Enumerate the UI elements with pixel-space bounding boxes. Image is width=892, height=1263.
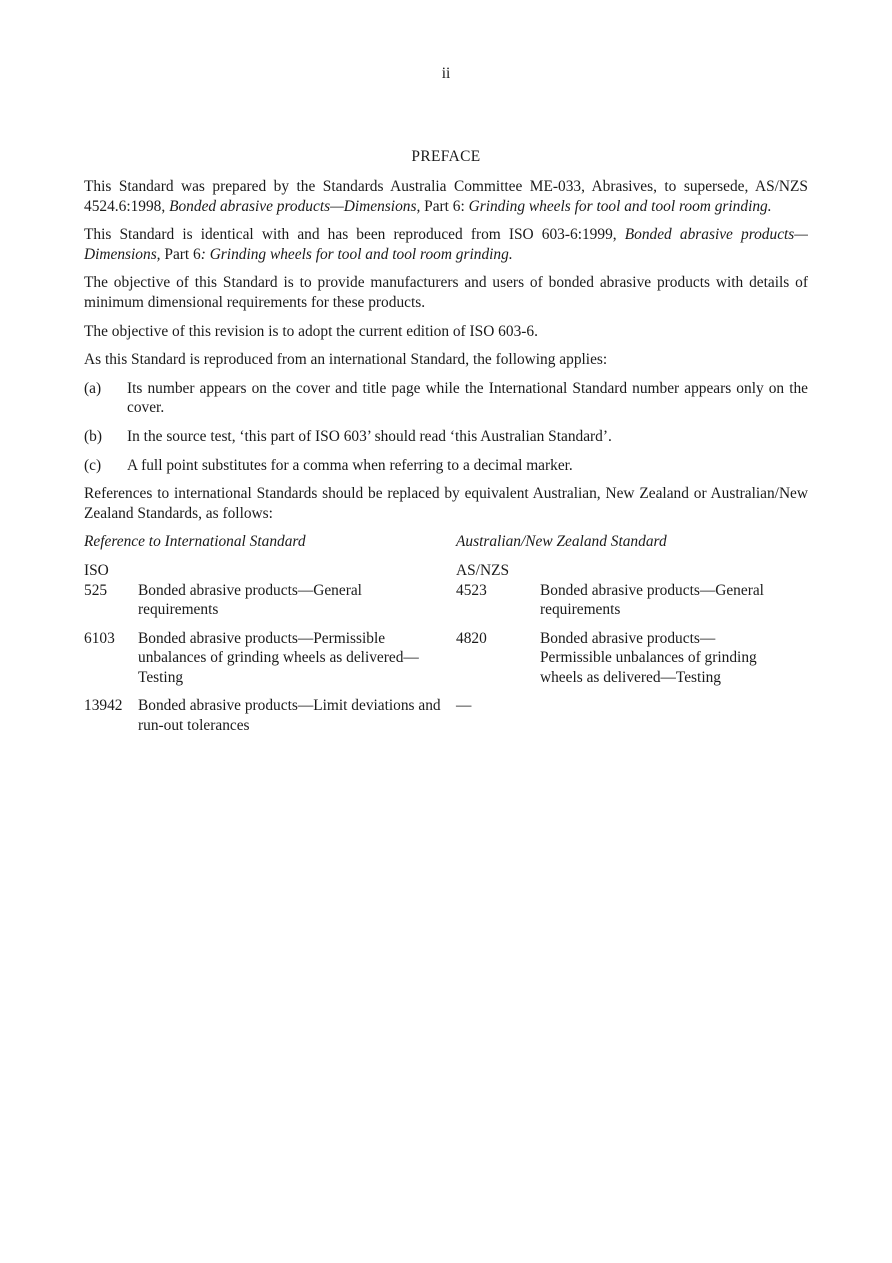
column-subheader-asnzs: AS/NZS xyxy=(456,561,510,579)
iso-title: Bonded abrasive products—Permissible unbalances of grinding wheels as delivered—Testing xyxy=(138,629,419,686)
table-subheader xyxy=(84,561,808,581)
asnzs-number: — xyxy=(456,697,472,715)
column-subheader-iso: ISO xyxy=(84,561,109,579)
list-label: (c) xyxy=(84,456,102,474)
title-italic: Bonded abrasive products—Dimensions, xyxy=(84,226,808,263)
title-italic: Bonded abrasive products—Dimensions, xyxy=(169,197,421,215)
table-row xyxy=(84,581,808,620)
paragraph-identical xyxy=(84,225,808,264)
preface-body xyxy=(84,177,808,745)
table-header xyxy=(84,532,808,552)
column-header-international: Reference to International Standard xyxy=(84,533,306,551)
page-number: ii xyxy=(441,65,451,82)
text: This Standard is identical with and has been reproduced from ISO 603-6:1999, xyxy=(84,226,625,244)
text: Part 6 xyxy=(160,245,201,263)
asnzs-number: 4820 xyxy=(456,629,487,647)
list-label: (b) xyxy=(84,427,102,445)
list-text: In the source test, ‘this part of ISO 603’ should read ‘this Australian Standard’. xyxy=(127,427,612,445)
table-row xyxy=(84,629,808,688)
text: This Standard was prepared by the Standards Australia Committee ME-033, Abrasives, to supersede, AS/NZS 4524.6:1998, xyxy=(84,178,808,215)
iso-number: 6103 xyxy=(84,629,115,647)
list-text: Its number appears on the cover and title page while the International Standard number appears only on the cover. xyxy=(127,379,808,417)
list-item xyxy=(84,427,808,447)
text: Part 6: xyxy=(420,197,469,215)
iso-number: 13942 xyxy=(84,697,123,715)
list-label: (a) xyxy=(84,379,102,397)
reference-table xyxy=(84,532,808,735)
table-row xyxy=(84,696,808,735)
list-text: A full point substitutes for a comma when referring to a decimal marker. xyxy=(127,456,573,474)
page-title: PREFACE xyxy=(411,148,481,165)
column-header-australian: Australian/New Zealand Standard xyxy=(456,533,667,551)
paragraph-revision: The objective of this revision is to adopt the current edition of ISO 603-6. xyxy=(84,322,538,340)
asnzs-title xyxy=(540,696,800,735)
asnzs-number: 4523 xyxy=(456,581,487,599)
iso-title: Bonded abrasive products—General requirements xyxy=(138,581,362,619)
iso-number: 525 xyxy=(84,581,108,599)
paragraph-references: References to international Standards should be replaced by equivalent Australian, New Zealand or Australian/New Zealand Standards, as follows: xyxy=(84,485,808,522)
title-italic: Grinding wheels for tool and tool room grinding. xyxy=(468,197,772,215)
paragraph-objective: The objective of this Standard is to provide manufacturers and users of bonded abrasive products with details of minimum dimensional requirements for these products. xyxy=(84,274,808,311)
iso-title: Bonded abrasive products—Limit deviations and run-out tolerances xyxy=(138,697,441,735)
title-italic: : Grinding wheels for tool and tool room grinding. xyxy=(200,245,513,263)
list-item xyxy=(84,456,808,476)
asnzs-title: Bonded abrasive products—General requirements xyxy=(540,581,764,619)
paragraph-applies: As this Standard is reproduced from an international Standard, the following applies: xyxy=(84,351,608,369)
asnzs-title: Bonded abrasive products— Permissible unbalances of grinding wheels as delivered—Testing xyxy=(540,629,757,686)
paragraph-supersede xyxy=(84,177,808,216)
list-item xyxy=(84,379,808,418)
